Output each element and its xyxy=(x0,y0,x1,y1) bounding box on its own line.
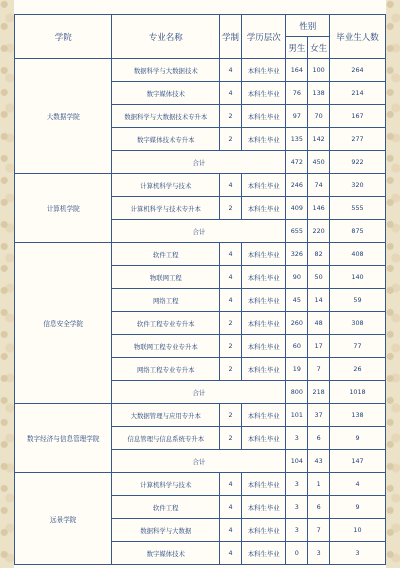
graduates-cell: 408 xyxy=(329,243,385,266)
major-cell: 数据科学与大数据技术专升本 xyxy=(112,105,220,128)
years-cell: 2 xyxy=(220,128,242,151)
graduates-cell: 277 xyxy=(329,128,385,151)
male-cell: 3 xyxy=(286,519,308,542)
level-cell: 本科生毕业 xyxy=(241,312,286,335)
level-cell: 本科生毕业 xyxy=(241,358,286,381)
level-cell: 本科生毕业 xyxy=(241,82,286,105)
female-cell: 142 xyxy=(308,128,330,151)
graduates-cell: 138 xyxy=(329,404,385,427)
male-cell: 326 xyxy=(286,243,308,266)
total-label: 合计 xyxy=(112,381,286,404)
male-cell: 60 xyxy=(286,335,308,358)
right-decorative-border xyxy=(386,0,400,568)
major-cell: 数字媒体技术 xyxy=(112,542,220,565)
years-cell: 4 xyxy=(220,266,242,289)
level-cell: 本科生毕业 xyxy=(241,542,286,565)
female-cell: 17 xyxy=(308,335,330,358)
graduates-cell: 214 xyxy=(329,82,385,105)
total-label: 合计 xyxy=(112,220,286,243)
male-cell: 3 xyxy=(286,427,308,450)
total-female-cell: 218 xyxy=(308,381,330,404)
graduates-cell: 308 xyxy=(329,312,385,335)
female-cell: 7 xyxy=(308,358,330,381)
level-cell: 本科生毕业 xyxy=(241,519,286,542)
total-graduates-cell: 1018 xyxy=(329,381,385,404)
level-cell: 本科生毕业 xyxy=(241,266,286,289)
table-row xyxy=(15,404,386,427)
graduates-cell: 3 xyxy=(329,542,385,565)
header-graduates: 毕业生人数 xyxy=(329,15,385,59)
header-female: 女生 xyxy=(308,37,330,59)
graduates-cell: 10 xyxy=(329,519,385,542)
male-cell: 0 xyxy=(286,542,308,565)
years-cell: 4 xyxy=(220,174,242,197)
female-cell: 14 xyxy=(308,289,330,312)
level-cell: 本科生毕业 xyxy=(241,197,286,220)
graduates-cell: 77 xyxy=(329,335,385,358)
major-cell: 计算机科学与技术 xyxy=(112,473,220,496)
male-cell: 45 xyxy=(286,289,308,312)
header-years: 学制 xyxy=(220,15,242,59)
header-male: 男生 xyxy=(286,37,308,59)
female-cell: 74 xyxy=(308,174,330,197)
female-cell: 6 xyxy=(308,496,330,519)
total-label: 合计 xyxy=(112,151,286,174)
male-cell: 76 xyxy=(286,82,308,105)
male-cell: 246 xyxy=(286,174,308,197)
male-cell: 164 xyxy=(286,59,308,82)
major-cell: 数字媒体技术 xyxy=(112,82,220,105)
years-cell: 4 xyxy=(220,473,242,496)
header-college: 学院 xyxy=(15,15,112,59)
total-male-cell: 655 xyxy=(286,220,308,243)
major-cell: 计算机科学与技术 xyxy=(112,174,220,197)
years-cell: 2 xyxy=(220,312,242,335)
years-cell: 2 xyxy=(220,197,242,220)
table-row xyxy=(15,473,386,496)
table-row xyxy=(15,243,386,266)
total-graduates-cell: 875 xyxy=(329,220,385,243)
total-graduates-cell: 147 xyxy=(329,450,385,473)
male-cell: 3 xyxy=(286,473,308,496)
male-cell: 409 xyxy=(286,197,308,220)
graduates-cell: 59 xyxy=(329,289,385,312)
left-decorative-border xyxy=(0,0,14,568)
total-female-cell: 220 xyxy=(308,220,330,243)
graduates-cell: 320 xyxy=(329,174,385,197)
major-cell: 网络工程 xyxy=(112,289,220,312)
female-cell: 37 xyxy=(308,404,330,427)
male-cell: 19 xyxy=(286,358,308,381)
level-cell: 本科生毕业 xyxy=(241,496,286,519)
female-cell: 146 xyxy=(308,197,330,220)
college-name: 计算机学院 xyxy=(15,174,112,243)
years-cell: 2 xyxy=(220,427,242,450)
female-cell: 100 xyxy=(308,59,330,82)
female-cell: 48 xyxy=(308,312,330,335)
college-name: 信息安全学院 xyxy=(15,243,112,404)
total-female-cell: 43 xyxy=(308,450,330,473)
total-male-cell: 800 xyxy=(286,381,308,404)
graduates-cell: 9 xyxy=(329,496,385,519)
level-cell: 本科生毕业 xyxy=(241,243,286,266)
female-cell: 70 xyxy=(308,105,330,128)
years-cell: 4 xyxy=(220,496,242,519)
level-cell: 本科生毕业 xyxy=(241,404,286,427)
major-cell: 网络工程专业专升本 xyxy=(112,358,220,381)
college-name: 大数据学院 xyxy=(15,59,112,174)
years-cell: 4 xyxy=(220,59,242,82)
level-cell: 本科生毕业 xyxy=(241,59,286,82)
years-cell: 2 xyxy=(220,358,242,381)
total-female-cell: 450 xyxy=(308,151,330,174)
male-cell: 90 xyxy=(286,266,308,289)
level-cell: 本科生毕业 xyxy=(241,105,286,128)
total-male-cell: 104 xyxy=(286,450,308,473)
years-cell: 2 xyxy=(220,335,242,358)
major-cell: 数据科学与大数据技术 xyxy=(112,59,220,82)
college-name: 数字经济与信息管理学院 xyxy=(15,404,112,473)
years-cell: 4 xyxy=(220,82,242,105)
major-cell: 信息管理与信息系统专升本 xyxy=(112,427,220,450)
graduates-cell: 26 xyxy=(329,358,385,381)
graduates-cell: 4 xyxy=(329,473,385,496)
years-cell: 4 xyxy=(220,542,242,565)
level-cell: 本科生毕业 xyxy=(241,289,286,312)
major-cell: 物联网工程 xyxy=(112,266,220,289)
level-cell: 本科生毕业 xyxy=(241,427,286,450)
total-graduates-cell: 922 xyxy=(329,151,385,174)
major-cell: 软件工程专业专升本 xyxy=(112,312,220,335)
years-cell: 2 xyxy=(220,404,242,427)
college-name: 远景学院 xyxy=(15,473,112,565)
male-cell: 3 xyxy=(286,496,308,519)
major-cell: 软件工程 xyxy=(112,496,220,519)
graduates-cell: 555 xyxy=(329,197,385,220)
level-cell: 本科生毕业 xyxy=(241,473,286,496)
male-cell: 260 xyxy=(286,312,308,335)
table-row xyxy=(15,59,386,82)
header-gender: 性别 xyxy=(286,15,330,37)
table-row xyxy=(15,174,386,197)
graduates-cell: 167 xyxy=(329,105,385,128)
female-cell: 7 xyxy=(308,519,330,542)
total-male-cell: 472 xyxy=(286,151,308,174)
male-cell: 101 xyxy=(286,404,308,427)
graduates-cell: 9 xyxy=(329,427,385,450)
female-cell: 50 xyxy=(308,266,330,289)
major-cell: 数据科学与大数据 xyxy=(112,519,220,542)
level-cell: 本科生毕业 xyxy=(241,128,286,151)
major-cell: 物联网工程专业专升本 xyxy=(112,335,220,358)
years-cell: 2 xyxy=(220,105,242,128)
male-cell: 97 xyxy=(286,105,308,128)
female-cell: 82 xyxy=(308,243,330,266)
female-cell: 138 xyxy=(308,82,330,105)
major-cell: 计算机科学与技术专升本 xyxy=(112,197,220,220)
graduates-cell: 140 xyxy=(329,266,385,289)
major-cell: 数字媒体技术专升本 xyxy=(112,128,220,151)
years-cell: 4 xyxy=(220,519,242,542)
female-cell: 1 xyxy=(308,473,330,496)
header-major: 专业名称 xyxy=(112,15,220,59)
years-cell: 4 xyxy=(220,243,242,266)
major-cell: 大数据管理与应用专升本 xyxy=(112,404,220,427)
female-cell: 6 xyxy=(308,427,330,450)
graduates-cell: 264 xyxy=(329,59,385,82)
level-cell: 本科生毕业 xyxy=(241,174,286,197)
total-label: 合计 xyxy=(112,450,286,473)
years-cell: 4 xyxy=(220,289,242,312)
header-level: 学历层次 xyxy=(241,15,286,59)
table-body xyxy=(15,59,386,565)
male-cell: 135 xyxy=(286,128,308,151)
female-cell: 3 xyxy=(308,542,330,565)
level-cell: 本科生毕业 xyxy=(241,335,286,358)
major-cell: 软件工程 xyxy=(112,243,220,266)
graduates-table xyxy=(14,14,386,565)
